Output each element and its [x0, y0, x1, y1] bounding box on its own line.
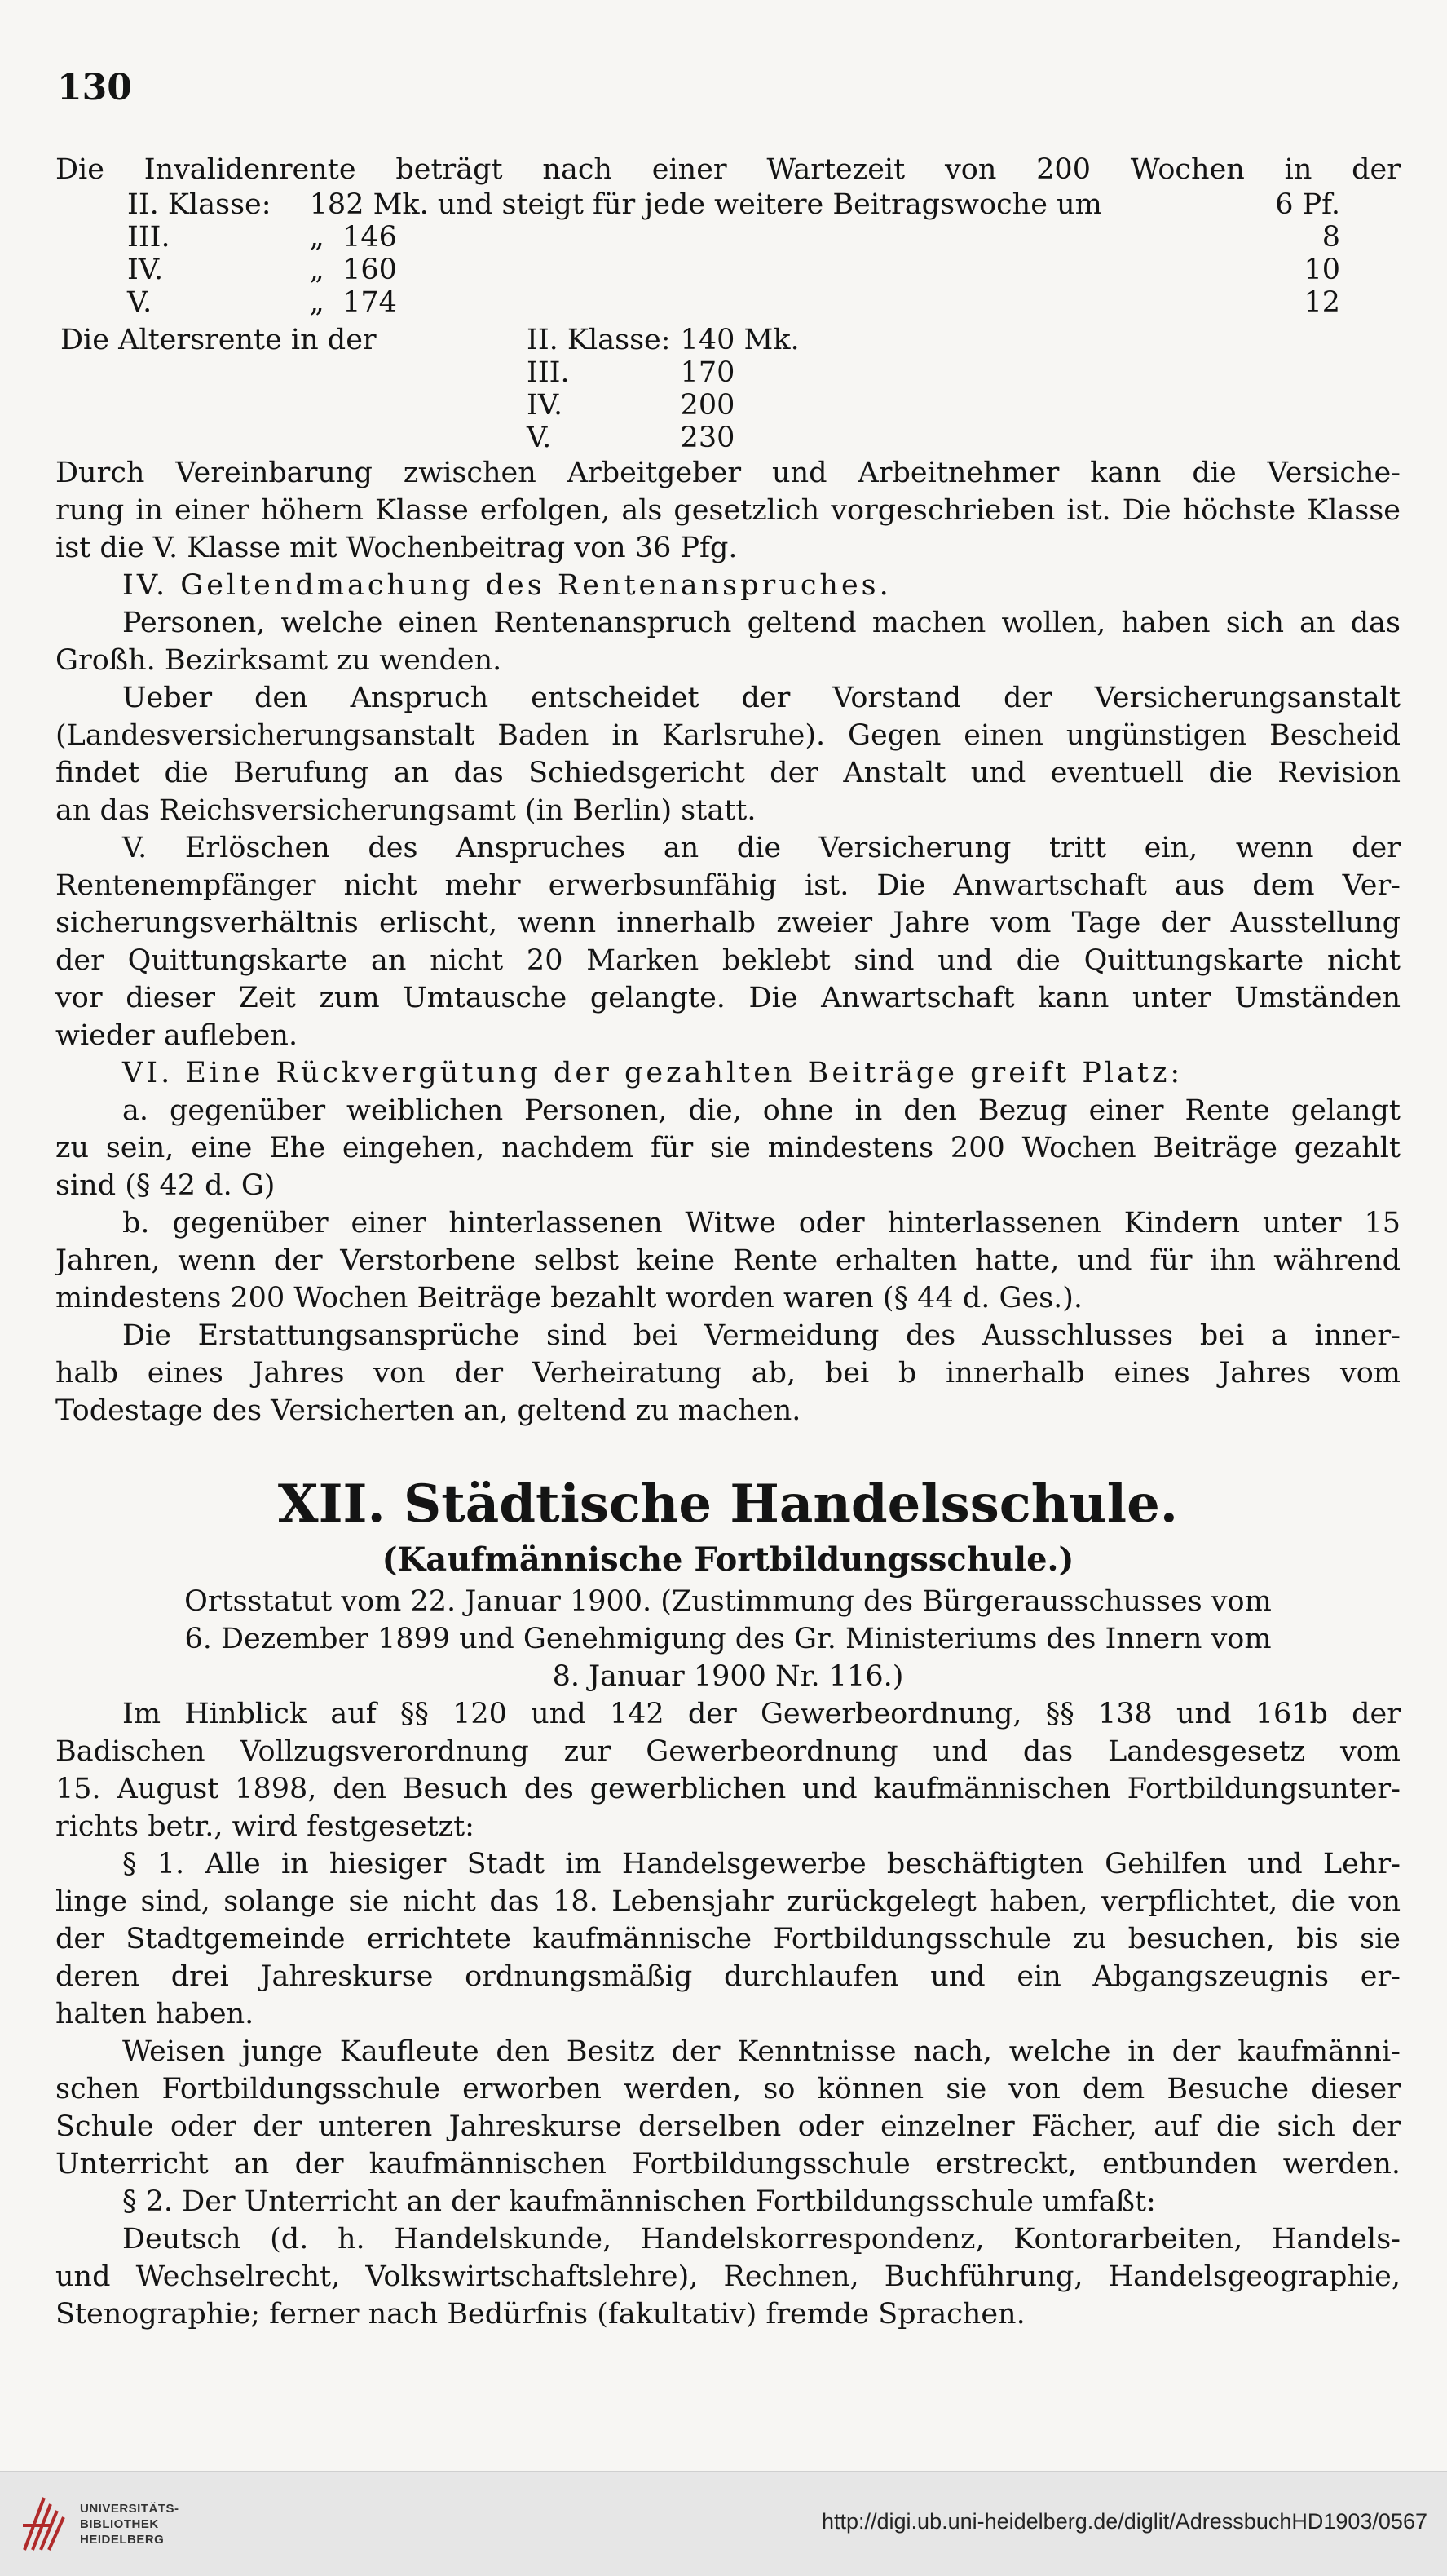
class-cell: II. Klasse: [527, 324, 671, 356]
text-line: Deutsch (d. h. Handelskunde, Handelskorrespondenz, Kontorarbeiten, Handels- [122, 2223, 1401, 2256]
page-number: 130 [57, 67, 132, 108]
text-line: Ueber den Anspruch entscheidet der Vorstand der Versicherungsanstalt [122, 682, 1401, 714]
increment-cell: 8 [1321, 221, 1340, 254]
class-cell: IV. [127, 254, 164, 286]
text-line: Im Hinblick auf §§ 120 und 142 der Gewerbeordnung, §§ 138 und 161b der [122, 1698, 1401, 1730]
table-row [122, 286, 1345, 319]
text-line: der Stadtgemeinde errichtete kaufmännische Fortbildungsschule zu besuchen, bis sie [55, 1923, 1401, 1955]
amount-cell: 140 Mk. [680, 324, 800, 356]
text-line: deren drei Jahreskurse ordnungsmäßig durchlaufen und ein Abgangszeugnis er- [55, 1960, 1401, 1993]
amount-cell: 160 [342, 254, 397, 286]
text-line: § 2. Der Unterricht an der kaufmännischen Fortbildungsschule umfaßt: [122, 2185, 1156, 2218]
library-logo-text: UNIVERSITÄTS- BIBLIOTHEK HEIDELBERG [80, 2502, 179, 2547]
increment-cell: 12 [1304, 286, 1340, 319]
text-line: sind (§ 42 d. G) [55, 1169, 276, 1202]
text-line: Rentenempfänger nicht mehr erwerbsunfähig ist. Die Anwartschaft aus dem Ver- [55, 869, 1401, 902]
text-line: sicherungsverhältnis erlischt, wenn innerhalb zweier Jahre vom Tage der Ausstellung [55, 907, 1401, 939]
amount-cell: 170 [680, 356, 735, 389]
amount-cell: 182 Mk. und steigt für jede weitere Beitragswoche um [309, 188, 1102, 221]
text-line: richts betr., wird festgesetzt: [55, 1810, 474, 1843]
amount-cell: 230 [680, 422, 735, 454]
text-line: der Quittungskarte an nicht 20 Marken beklebt sind und die Quittungskarte nicht [55, 944, 1401, 977]
text-line: Todestage des Versicherten an, geltend zu machen. [55, 1394, 801, 1427]
text-line: Personen, welche einen Rentenanspruch geltend machen wollen, haben sich an das [122, 607, 1401, 639]
table-row [55, 356, 805, 389]
text-line: zu sein, eine Ehe eingehen, nachdem für sie mindestens 200 Wochen Beiträge gezahlt [55, 1132, 1401, 1164]
text-line: ist die V. Klasse mit Wochenbeitrag von 36 Pfg. [55, 532, 738, 564]
text-line: a. gegenüber weiblichen Personen, die, ohne in den Bezug einer Rente gelangt [122, 1094, 1401, 1127]
text-line: b. gegenüber einer hinterlassenen Witwe oder hinterlassenen Kindern unter 15 [122, 1207, 1401, 1239]
viewer-footer [0, 2471, 1447, 2576]
altersrente-intro: Die Altersrente in der [60, 324, 377, 356]
library-logo-icon [20, 2493, 70, 2555]
table-row [55, 324, 805, 356]
increment-cell: 10 [1304, 254, 1340, 286]
text-line: Unterricht an der kaufmännischen Fortbildungsschule erstreckt, entbunden werden. [55, 2148, 1401, 2181]
text-line: vor dieser Zeit zum Umtausche gelangte. Die Anwartschaft kann unter Umständen [55, 982, 1401, 1014]
table-row [122, 221, 1345, 254]
amount-cell: 146 [342, 221, 397, 254]
text-line: (Landesversicherungsanstalt Baden in Karlsruhe). Gegen einen ungünstigen Bescheid [55, 719, 1401, 752]
text-line: 8. Januar 1900 Nr. 116.) [552, 1660, 904, 1693]
text-line: § 1. Alle in hiesiger Stadt im Handelsgewerbe beschäftigten Gehilfen und Lehr- [122, 1848, 1401, 1880]
class-cell: III. [127, 221, 170, 254]
ditto-mark: „ [309, 286, 324, 319]
text-line: halb eines Jahres von der Verheiratung ab, bei b innerhalb eines Jahres vom [55, 1357, 1401, 1390]
amount-cell: 174 [342, 286, 397, 319]
ditto-mark: „ [309, 254, 324, 286]
table-row [122, 188, 1345, 221]
ditto-mark: „ [309, 221, 324, 254]
class-cell: IV. [527, 389, 563, 422]
text-line: Schule oder der unteren Jahreskurse derselben oder einzelner Fächer, auf die sich der [55, 2110, 1401, 2143]
class-cell: V. [527, 422, 552, 454]
text-line: halten haben. [55, 1998, 254, 2030]
increment-cell: 6 Pf. [1275, 188, 1340, 221]
text-line: Weisen junge Kaufleute den Besitz der Kenntnisse nach, welche in der kaufmänni- [122, 2035, 1401, 2068]
section-heading-vi: VI. Eine Rückvergütung der gezahlten Beiträge greift Platz: [122, 1057, 1184, 1089]
text-line: findet die Berufung an das Schiedsgericht der Anstalt und eventuell die Revision [55, 757, 1401, 789]
invalidenrente-intro: Die Invalidenrente beträgt nach einer Wartezeit von 200 Wochen in der [55, 153, 1401, 186]
source-url-link[interactable]: http://digi.ub.uni-heidelberg.de/diglit/AdressbuchHD1903/0567 [821, 2509, 1427, 2534]
text-line: linge sind, solange sie nicht das 18. Lebensjahr zurückgelegt haben, verpflichtet, die von [55, 1885, 1401, 1918]
amount-cell: 200 [680, 389, 735, 422]
altersrente-table [55, 324, 805, 454]
text-line: Badischen Vollzugsverordnung zur Gewerbeordnung und das Landesgesetz vom [55, 1735, 1401, 1768]
text-line: mindestens 200 Wochen Beiträge bezahlt worden waren (§ 44 d. Ges.). [55, 1282, 1083, 1315]
text-line: an das Reichsversicherungsamt (in Berlin) statt. [55, 794, 757, 827]
text-line: Durch Vereinbarung zwischen Arbeitgeber und Arbeitnehmer kann die Versiche- [55, 457, 1401, 489]
class-cell: III. [527, 356, 570, 389]
table-row [55, 389, 805, 422]
text-line: Die Erstattungsansprüche sind bei Vermeidung des Ausschlusses bei a inner- [122, 1319, 1401, 1352]
text-line: 15. August 1898, den Besuch des gewerblichen und kaufmännischen Fortbildungsunter- [55, 1773, 1401, 1805]
text-line: und Wechselrecht, Volkswirtschaftslehre), Rechnen, Buchführung, Handelsgeographie, [55, 2260, 1401, 2293]
invalidenrente-table [122, 188, 1345, 319]
page-body [55, 151, 1401, 2333]
table-row [55, 422, 805, 454]
text-line: Stenographie; ferner nach Bedürfnis (fakultativ) fremde Sprachen. [55, 2298, 1026, 2331]
text-line: wieder aufleben. [55, 1019, 298, 1052]
section-subtitle: (Kaufmännische Fortbildungsschule.) [382, 1540, 1074, 1579]
text-line: Großh. Bezirksamt zu wenden. [55, 644, 502, 677]
text-line: rung in einer höhern Klasse erfolgen, als gesetzlich vorgeschrieben ist. Die höchste Klasse [55, 494, 1401, 527]
table-row [122, 254, 1345, 286]
text-line: Jahren, wenn der Verstorbene selbst keine Rente erhalten hatte, und für ihn während [55, 1244, 1401, 1277]
text-line: schen Fortbildungsschule erworben werden, so können sie von dem Besuche dieser [55, 2073, 1401, 2105]
section-heading-v: V. Erlöschen des Anspruches an die Versicherung tritt ein, wenn der [122, 832, 1401, 864]
section-heading-iv: IV. Geltendmachung des Rentenanspruches. [122, 569, 892, 602]
text-line: Ortsstatut vom 22. Januar 1900. (Zustimmung des Bürgerausschusses vom [184, 1585, 1272, 1618]
section-title: XII. Städtische Handelsschule. [277, 1474, 1179, 1535]
class-cell: V. [127, 286, 152, 319]
text-line: 6. Dezember 1899 und Genehmigung des Gr. Ministeriums des Innern vom [184, 1623, 1272, 1655]
class-cell: II. Klasse: [127, 188, 271, 221]
